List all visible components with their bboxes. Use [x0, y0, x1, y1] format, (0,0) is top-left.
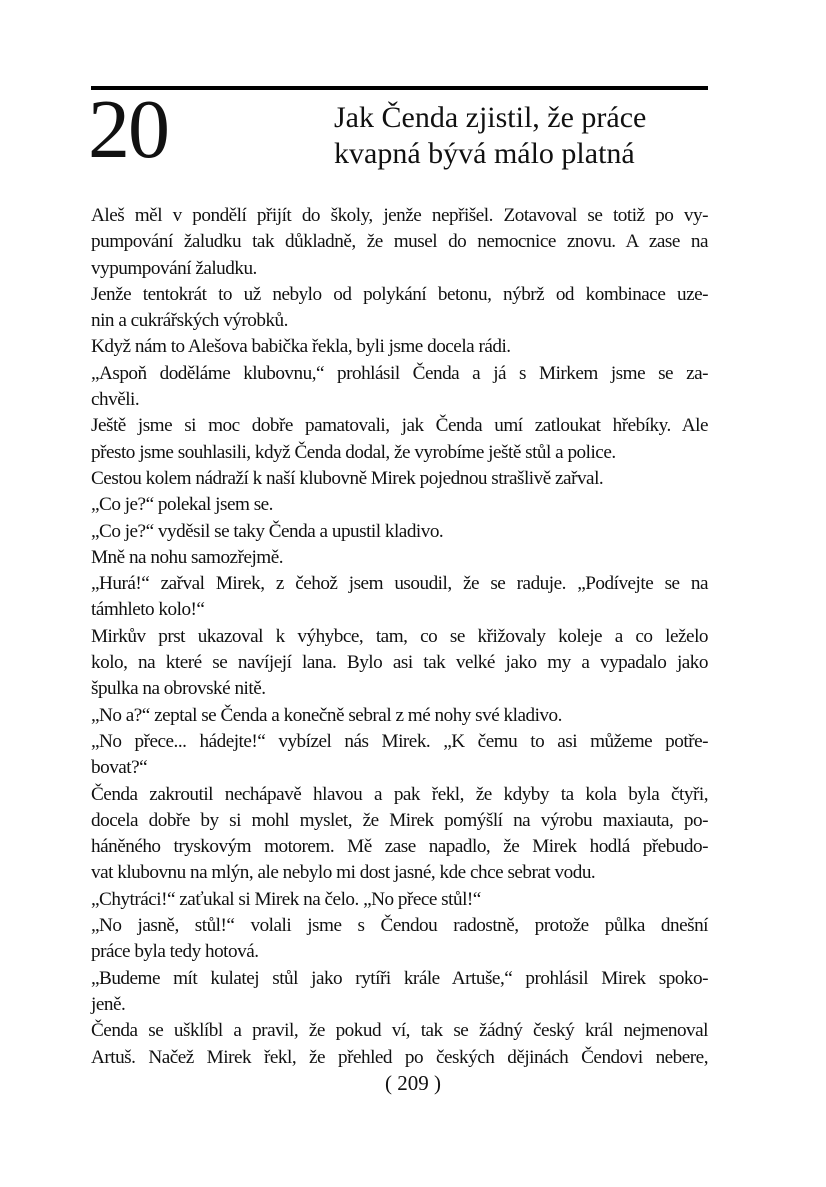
text-line: Mirkův prst ukazoval k výhybce, tam, co se křižovaly koleje a co leželo	[91, 625, 708, 647]
text-line: přesto jsme souhlasili, když Čenda dodal, že vyrobíme ještě stůl a police.	[91, 441, 616, 463]
text-line: docela dobře by si mohl myslet, že Mirek pomýšlí na výrobu maxiauta, po-	[91, 809, 708, 831]
text-line: Čenda se ušklíbl a pravil, že pokud ví, tak se žádný český král nejmenoval	[91, 1020, 708, 1042]
chapter-title-line: Jak Čenda zjistil, že práce	[334, 101, 647, 134]
text-line: jeně.	[91, 993, 126, 1015]
text-line: práce byla tedy hotová.	[91, 941, 259, 963]
text-line: „Co je?“ vyděsil se taky Čenda a upustil kladivo.	[91, 520, 444, 542]
text-line: Čenda zakroutil nechápavě hlavou a pak řekl, že kdyby ta kola byla čtyři,	[91, 783, 708, 805]
text-line: „No přece... hádejte!“ vybízel nás Mirek. „K čemu to asi můžeme potře-	[91, 730, 708, 752]
text-line: „Chytráci!“ zaťukal si Mirek na čelo. „No přece stůl!“	[91, 888, 481, 910]
text-line: Ještě jsme si moc dobře pamatovali, jak Čenda umí zatloukat hřebíky. Ale	[91, 415, 708, 437]
text-line: „No a?“ zeptal se Čenda a konečně sebral z mé nohy své kladivo.	[91, 704, 562, 726]
chapter-title-line: kvapná bývá málo platná	[334, 137, 635, 170]
text-line: kolo, na které se navíjejí lana. Bylo asi tak velké jako my a vypadalo jako	[91, 652, 708, 674]
text-line: „Hurá!“ zařval Mirek, z čehož jsem usoudil, že se raduje. „Podívejte se na	[91, 573, 708, 595]
text-line: „Aspoň doděláme klubovnu,“ prohlásil Čenda a já s Mirkem jsme se za-	[91, 362, 708, 384]
text-line: špulka na obrovské nitě.	[91, 678, 266, 700]
text-line: pumpování žaludku tak důkladně, že musel do nemocnice znovu. A zase na	[91, 231, 708, 253]
text-line: vat klubovnu na mlýn, ale nebylo mi dost jasné, kde chce sebrat vodu.	[91, 862, 596, 884]
text-line: Cestou kolem nádraží k naší klubovně Mirek pojednou strašlivě zařval.	[91, 467, 604, 489]
text-line: Artuš. Načež Mirek řekl, že přehled po českých dějinách Čendovi nebere,	[91, 1046, 708, 1068]
text-line: bovat?“	[91, 757, 148, 779]
chapter-body-text	[91, 203, 708, 1071]
text-line: Jenže tentokrát to už nebylo od polykání betonu, nýbrž od kombinace uze-	[91, 283, 708, 305]
text-line: Aleš měl v pondělí přijít do školy, jenže nepřišel. Zotavoval se totiž po vy-	[91, 205, 708, 226]
page-number: ( 209 )	[385, 1071, 441, 1095]
text-line: Mně na nohu samozřejmě.	[91, 546, 284, 568]
text-line: chvěli.	[91, 389, 140, 411]
text-line: háněného tryskovým motorem. Mě zase napadlo, že Mirek hodlá přebudo-	[91, 836, 708, 858]
text-line: nin a cukrářských výrobků.	[91, 310, 288, 332]
text-line: támhleto kolo!“	[91, 599, 205, 621]
text-line: „Co je?“ polekal jsem se.	[91, 494, 273, 516]
text-line: „No jasně, stůl!“ volali jsme s Čendou radostně, protože půlka dnešní	[91, 915, 708, 937]
text-line: „Budeme mít kulatej stůl jako rytíři krále Artuše,“ prohlásil Mirek spoko-	[91, 967, 708, 989]
chapter-title	[334, 100, 714, 172]
chapter-top-rule	[91, 86, 708, 90]
text-line: vypumpování žaludku.	[91, 257, 257, 279]
text-line: Když nám to Alešova babička řekla, byli jsme docela rádi.	[91, 336, 511, 358]
chapter-number: 20	[88, 83, 168, 176]
